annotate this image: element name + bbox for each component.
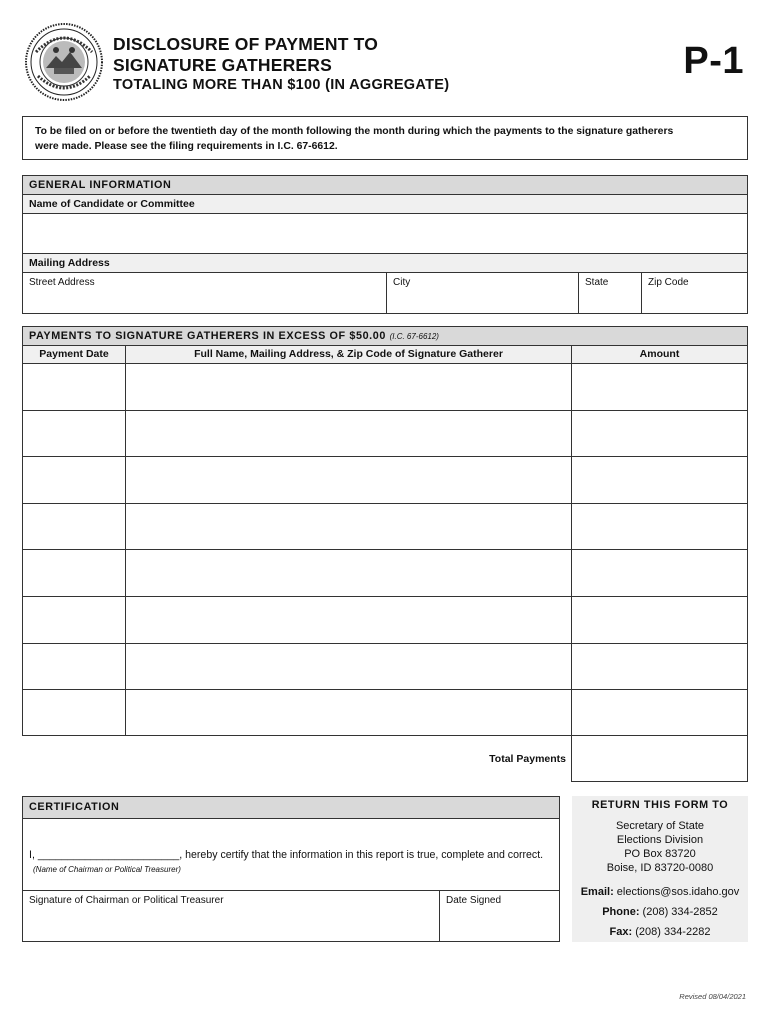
payment-date-cell[interactable] [23,644,125,689]
return-email: Email: elections@sos.idaho.gov [580,886,740,898]
signature-field[interactable] [23,891,438,941]
zip-code-label: Zip Code [648,277,689,288]
payments-heading [23,327,747,345]
state-seal-icon [24,22,104,102]
amount-cell[interactable] [572,364,747,409]
email-value[interactable]: elections@sos.idaho.gov [616,886,740,898]
payment-date-cell[interactable] [23,597,125,642]
city-label: City [393,277,411,288]
return-line-3: PO Box 83720 [624,848,696,860]
gatherer-details-cell[interactable] [126,690,571,735]
payment-date-cell[interactable] [23,550,125,595]
gatherer-details-cell[interactable] [126,411,571,456]
gatherer-details-cell[interactable] [126,504,571,549]
return-heading: RETURN THIS FORM TO [591,799,729,811]
column-payment-date: Payment Date [39,348,109,360]
date-signed-label: Date Signed [446,895,502,906]
state-field[interactable] [579,273,640,313]
form-title [113,34,378,76]
amount-cell[interactable] [572,411,747,456]
return-line-4: Boise, ID 83720-0080 [606,862,714,874]
amount-cell[interactable] [572,597,747,642]
title-line-1: DISCLOSURE OF PAYMENT TO [113,34,379,54]
amount-cell[interactable] [572,644,747,689]
street-address-label: Street Address [29,277,95,288]
candidate-name-label: Name of Candidate or Committee [23,195,747,213]
column-amount: Amount [639,348,680,360]
city-field[interactable] [387,273,577,313]
return-line-2: Elections Division [616,834,704,846]
payments-heading-text: PAYMENTS TO SIGNATURE GATHERERS IN EXCESS OF $50.00 [29,330,386,342]
amount-cell[interactable] [572,504,747,549]
payment-date-cell[interactable] [23,411,125,456]
certification-name-hint: (Name of Chairman or Political Treasurer) [33,865,181,874]
form-subtitle: TOTALING MORE THAN $100 (IN AGGREGATE) [113,77,450,93]
form-code: P-1 [683,40,744,82]
state-label: State [585,277,609,288]
total-payments-field[interactable] [571,735,748,782]
payment-date-cell[interactable] [23,504,125,549]
return-line-1: Secretary of State [615,820,705,832]
amount-cell[interactable] [572,690,747,735]
payment-date-cell[interactable] [23,690,125,735]
phone-value: (208) 334-2852 [642,906,718,918]
certification-heading: CERTIFICATION [23,797,559,818]
fax-value: (208) 334-2282 [635,926,711,938]
certification-statement: I, ________________________, hereby certify that the information in this report is true, complete and correct. [29,849,544,861]
gatherer-details-cell[interactable] [126,597,571,642]
date-signed-field[interactable] [440,891,559,941]
instructions-line-2: were made. Please see the filing requirements in I.C. 67-6612. [35,140,338,152]
return-info-panel [572,796,748,942]
column-gatherer-details: Full Name, Mailing Address, & Zip Code of Signature Gatherer [194,348,503,360]
amount-cell[interactable] [572,457,747,502]
gatherer-details-cell[interactable] [126,644,571,689]
street-address-field[interactable] [23,273,385,313]
mailing-address-label: Mailing Address [23,254,747,272]
zip-code-field[interactable] [642,273,747,313]
filing-instructions [22,116,748,160]
amount-cell[interactable] [572,550,747,595]
return-phone: Phone: (208) 334-2852 [602,906,718,918]
gatherer-details-cell[interactable] [126,364,571,409]
title-line-2: SIGNATURE GATHERERS [113,55,332,75]
payments-heading-cite: (I.C. 67-6612) [389,332,439,341]
candidate-name-field[interactable] [23,214,747,253]
instructions-line-1: To be filed on or before the twentieth day of the month following the month during which the payments to the signature gatherers [35,126,674,137]
general-information-heading: GENERAL INFORMATION [23,176,747,194]
revised-date: Revised 08/04/2021 [679,992,746,1001]
total-payments-label: Total Payments [489,753,566,765]
gatherer-details-cell[interactable] [126,457,571,502]
return-fax: Fax: (208) 334-2282 [609,926,711,938]
payment-date-cell[interactable] [23,457,125,502]
signature-label: Signature of Chairman or Political Treasurer [29,895,224,906]
payment-date-cell[interactable] [23,364,125,409]
gatherer-details-cell[interactable] [126,550,571,595]
